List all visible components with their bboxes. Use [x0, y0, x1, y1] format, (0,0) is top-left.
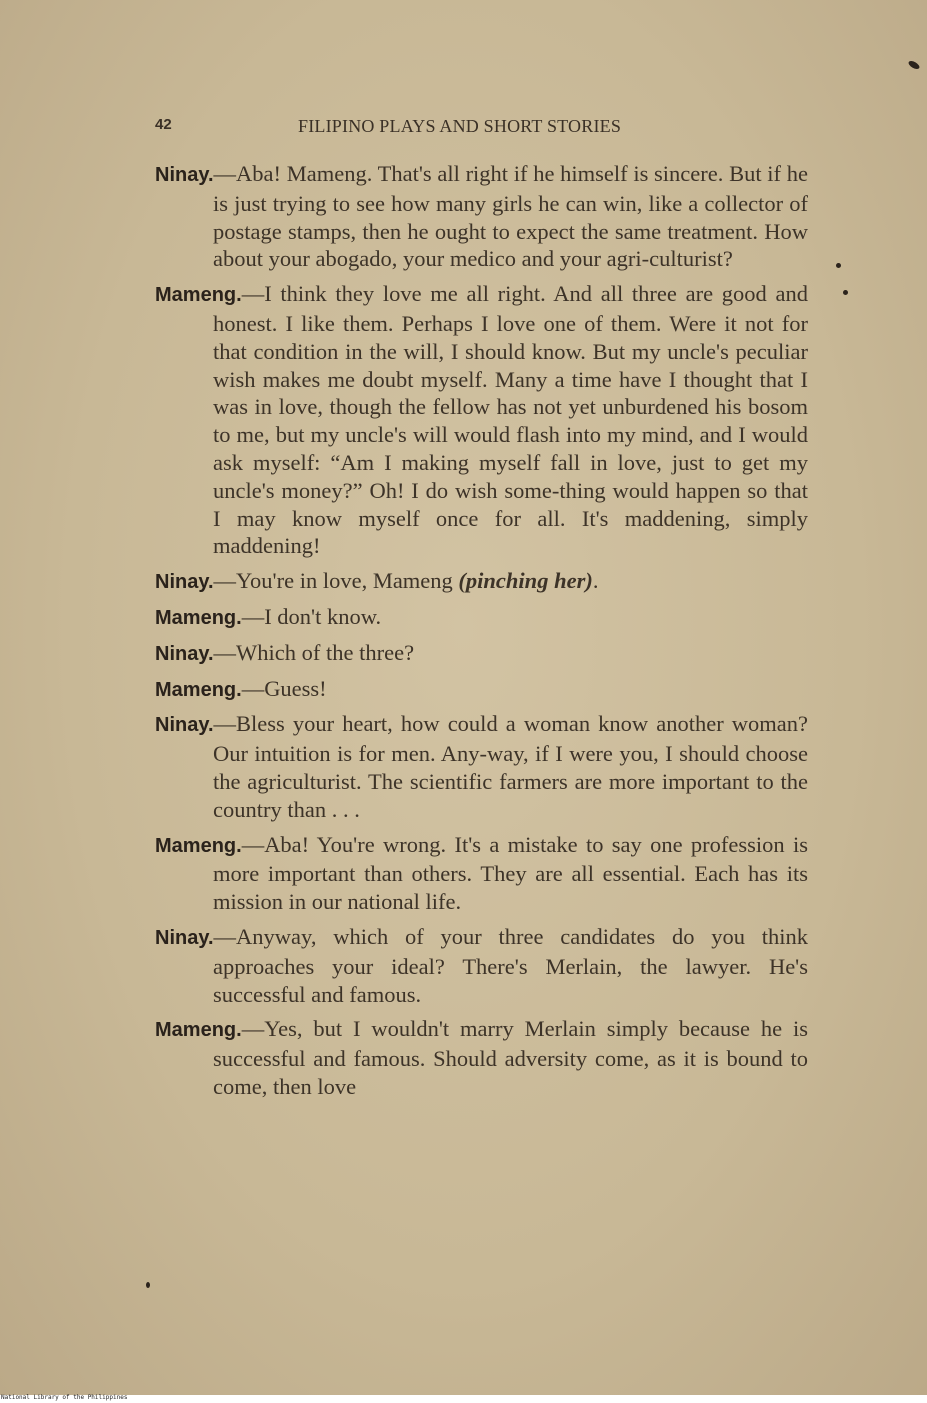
dialogue-line: [155, 923, 808, 1008]
speech-text: Aba! You're wrong. It's a mistake to say one profession is more important than others. They are all essential. Each has its mission in our national life.: [213, 831, 808, 915]
speaker-name: Ninay.: [155, 164, 214, 186]
dialogue-line: [155, 710, 808, 823]
page-header: [155, 114, 810, 144]
speech-text: Guess!: [264, 675, 327, 701]
speech-text: Which of the three?: [236, 639, 415, 665]
speaker-name: Mameng.: [155, 834, 242, 857]
speaker-name: Mameng.: [155, 678, 242, 701]
speech-text: Aba! Mameng. That's all right if he himself is sincere. But if he is just trying to see how many girls he can win, like a collector of postage stamps, then he ought to expect the same treatment. How about your abogado, your medico and your agri-culturist?: [213, 161, 808, 272]
speaker-name: Ninay.: [155, 571, 214, 594]
speaker-name: Ninay.: [155, 926, 214, 949]
em-dash: —: [241, 675, 265, 701]
em-dash: —: [241, 1016, 265, 1042]
ink-speck: [836, 263, 841, 268]
dialogue-line: [155, 675, 808, 705]
em-dash: —: [241, 603, 265, 629]
speaker-name: Mameng.: [155, 284, 242, 307]
dialogue-line: [155, 639, 808, 669]
em-dash: —: [241, 831, 265, 857]
running-title: FILIPINO PLAYS AND SHORT STORIES: [298, 116, 622, 136]
speech-text: Yes, but I wouldn't marry Merlain simply because he is successful and famous. Should adversity come, as it is bound to come, then love: [213, 1016, 808, 1099]
speech-text: Anyway, which of your three candidates do you think approaches your ideal? There's Merlain, the lawyer. He's successful and famous.: [213, 923, 808, 1007]
em-dash: —: [213, 161, 237, 186]
em-dash: —: [241, 281, 265, 307]
dialogue-body: [155, 160, 808, 1108]
footer-bar: [0, 1395, 927, 1403]
em-dash: —: [213, 711, 237, 737]
dialogue-line: [155, 567, 808, 597]
speaker-name: Mameng.: [155, 606, 242, 629]
dialogue-line: [155, 280, 808, 560]
page-number: 42: [155, 116, 172, 133]
speech-text: I don't know.: [264, 603, 382, 629]
stage-direction: (pinching her): [458, 568, 593, 594]
em-dash: —: [213, 639, 237, 665]
dialogue-line: [155, 831, 808, 916]
speaker-name: Ninay.: [155, 714, 214, 737]
speaker-name: Mameng.: [155, 1019, 242, 1042]
em-dash: —: [213, 923, 237, 949]
ink-speck: [907, 59, 920, 70]
dialogue-line: [155, 160, 808, 273]
speech-text: I think they love me all right. And all three are good and honest. I like them. Perhaps I love one of them. Were it not for that condition in the will, I should know. But my uncle's peculiar wish makes me doubt myself. Many a time have I thought that I was in love, though the fellow has not yet unburdened his bosom to me, but my uncle's will would flash into my mind, and I would ask myself: “Am I making myself fall in love, just to get my uncle's money?” Oh! I do wish some-thing would happen so that I may know myself once for all. It's maddening, simply maddening!: [213, 281, 808, 559]
speaker-name: Ninay.: [155, 642, 214, 665]
dialogue-line: [155, 603, 808, 633]
speech-text-end: .: [592, 568, 599, 594]
footer-credit: National Library of the Philippines: [1, 1394, 128, 1401]
ink-speck: [146, 1282, 150, 1288]
speech-text: You're in love, Mameng: [236, 568, 453, 594]
ink-speck: [843, 290, 848, 295]
dialogue-line: [155, 1015, 808, 1100]
speech-text: Bless your heart, how could a woman know another woman? Our intuition is for men. Any-way, if I were you, I should choose the agriculturist. The scientific farmers are more important to the country than . . .: [213, 711, 808, 822]
em-dash: —: [213, 568, 237, 594]
